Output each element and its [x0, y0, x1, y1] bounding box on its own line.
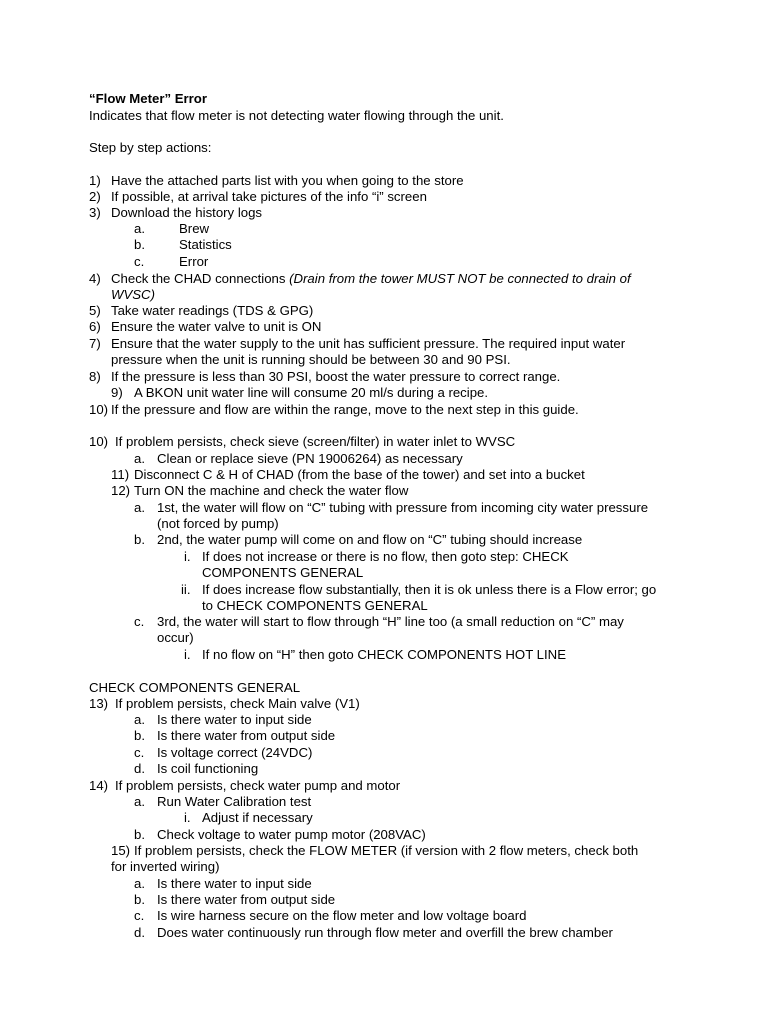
list-text: If no flow on “H” then goto CHECK COMPONENTS HOT LINE [202, 647, 566, 662]
list-text: 3rd, the water will start to flow through “H” line too (a small reduction on “C” may [157, 614, 624, 629]
list-text: Is there water from output side [157, 728, 336, 743]
list-text: Is voltage correct (24VDC) [157, 745, 313, 760]
list-roman: i. [184, 810, 191, 825]
list-text: Ensure that the water supply to the unit has sufficient pressure. The required input water [111, 336, 626, 351]
list-letter: d. [134, 925, 145, 940]
list-number: 13) [89, 696, 109, 711]
list-text: A BKON unit water line will consume 20 ml/s during a recipe. [134, 385, 489, 400]
list-letter: d. [134, 761, 145, 776]
list-text: Adjust if necessary [202, 810, 313, 825]
list-text: If the pressure is less than 30 PSI, boost the water pressure to correct range. [111, 369, 561, 384]
list-number: 11) [111, 467, 130, 482]
list-text: Ensure the water valve to unit is ON [111, 319, 322, 334]
list-letter: b. [134, 892, 145, 907]
list-text: If problem persists, check sieve (screen/filter) in water inlet to WVSC [115, 434, 516, 449]
list-text: If does not increase or there is no flow, then goto step: CHECK [202, 549, 569, 564]
list-number: 5) [89, 303, 101, 318]
list-text: 2nd, the water pump will come on and flow on “C” tubing should increase [157, 532, 583, 547]
list-letter: c. [134, 908, 145, 923]
list-roman: i. [184, 549, 191, 564]
list-text: Statistics [179, 237, 232, 252]
section-heading: CHECK COMPONENTS GENERAL [89, 680, 301, 695]
list-text: Have the attached parts list with you when going to the store [111, 173, 464, 188]
list-text: If problem persists, check water pump and motor [115, 778, 401, 793]
list-letter: c. [134, 254, 145, 269]
list-number: 15) [111, 843, 131, 858]
list-text: Is there water to input side [157, 876, 312, 891]
list-note-cont: WVSC) [111, 287, 155, 302]
list-letter: b. [134, 532, 145, 547]
list-letter: a. [134, 221, 145, 236]
list-letter: b. [134, 237, 145, 252]
list-number: 10) [89, 402, 109, 417]
list-letter: a. [134, 500, 145, 515]
list-text: 1st, the water will flow on “C” tubing with pressure from incoming city water pressure [157, 500, 649, 515]
list-letter: b. [134, 827, 145, 842]
list-text: Does water continuously run through flow meter and overfill the brew chamber [157, 925, 613, 940]
list-text: If the pressure and flow are within the range, move to the next step in this guide. [111, 402, 579, 417]
list-number: 9) [111, 385, 123, 400]
list-text: Run Water Calibration test [157, 794, 312, 809]
list-number: 2) [89, 189, 101, 204]
list-letter: a. [134, 876, 145, 891]
list-letter: b. [134, 728, 145, 743]
list-text: Error [179, 254, 209, 269]
list-text: Is there water to input side [157, 712, 312, 727]
list-number: 10) [89, 434, 109, 449]
list-letter: a. [134, 794, 145, 809]
list-number: 6) [89, 319, 101, 334]
list-text: Brew [179, 221, 210, 236]
list-text: Clean or replace sieve (PN 19006264) as necessary [157, 451, 463, 466]
list-letter: c. [134, 745, 145, 760]
list-text: Turn ON the machine and check the water flow [134, 483, 409, 498]
list-number: 1) [89, 173, 101, 188]
list-text: If possible, at arrival take pictures of the info “i” screen [111, 189, 427, 204]
list-text-cont: to CHECK COMPONENTS GENERAL [202, 598, 428, 613]
list-number: 12) [111, 483, 131, 498]
list-text: If does increase flow substantially, then it is ok unless there is a Flow error; go [202, 582, 657, 597]
list-text: Is coil functioning [157, 761, 259, 776]
list-number: 3) [89, 205, 101, 220]
list-text [111, 271, 631, 287]
list-text-cont: pressure when the unit is running should be between 30 and 90 PSI. [111, 352, 511, 367]
list-text-cont: for inverted wiring) [111, 859, 220, 874]
list-text-cont: (not forced by pump) [157, 516, 279, 531]
list-letter: c. [134, 614, 145, 629]
steps-heading: Step by step actions: [89, 140, 212, 155]
list-number: 7) [89, 336, 101, 351]
list-number: 8) [89, 369, 101, 384]
list-text: Is there water from output side [157, 892, 336, 907]
list-text: If problem persists, check Main valve (V1) [115, 696, 360, 711]
list-text: If problem persists, check the FLOW METER (if version with 2 flow meters, check both [134, 843, 639, 858]
list-text-cont: COMPONENTS GENERAL [202, 565, 364, 580]
list-text: Check voltage to water pump motor (208VAC) [157, 827, 426, 842]
list-roman: i. [184, 647, 191, 662]
doc-intro: Indicates that flow meter is not detecting water flowing through the unit. [89, 108, 504, 123]
list-number: 4) [89, 271, 101, 286]
list-text-main: Check the CHAD connections [111, 271, 286, 286]
list-text: Is wire harness secure on the flow meter and low voltage board [157, 908, 527, 923]
doc-title: “Flow Meter” Error [89, 91, 207, 106]
list-roman: ii. [181, 582, 191, 597]
list-text: Disconnect C & H of CHAD (from the base of the tower) and set into a bucket [134, 467, 585, 482]
list-note: (Drain from the tower MUST NOT be connected to drain of [289, 271, 631, 286]
list-text-cont: occur) [157, 630, 194, 645]
list-text: Download the history logs [111, 205, 263, 220]
list-letter: a. [134, 451, 145, 466]
list-letter: a. [134, 712, 145, 727]
list-text: Take water readings (TDS & GPG) [111, 303, 314, 318]
list-number: 14) [89, 778, 109, 793]
